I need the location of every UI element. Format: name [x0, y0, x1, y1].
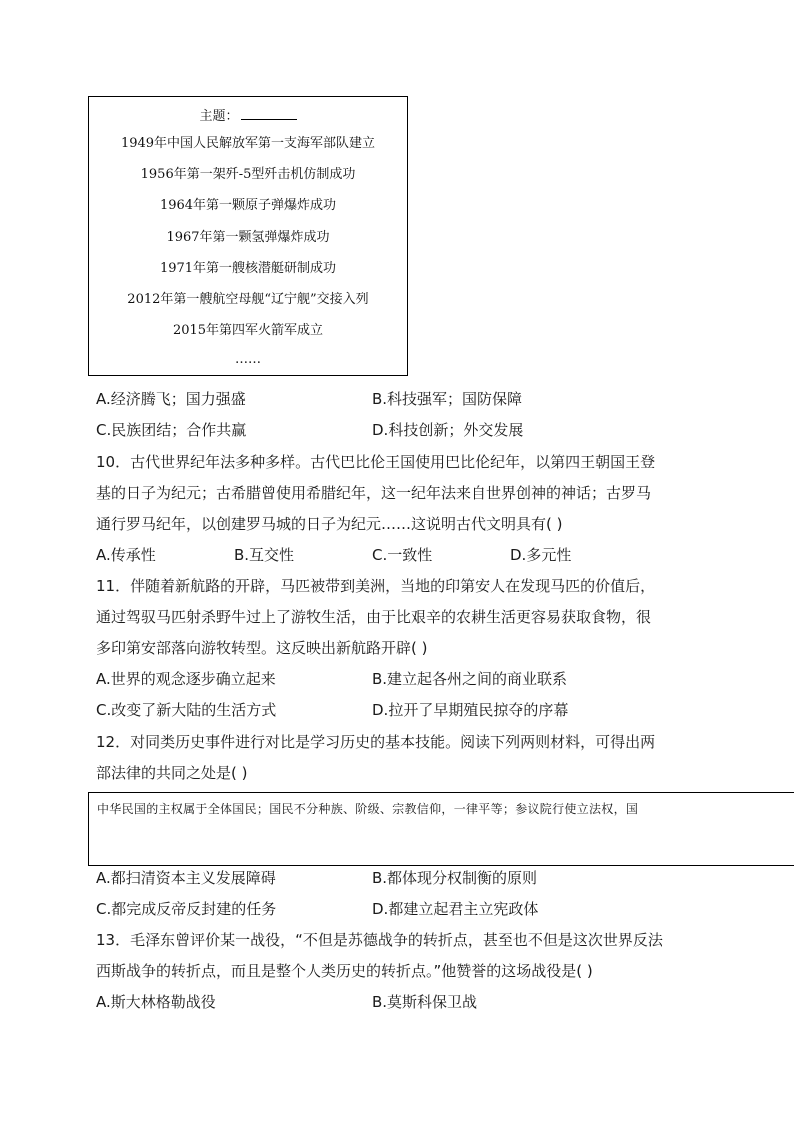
material-line: 1967年第一颗氢弹爆炸成功 — [166, 230, 330, 245]
q11-option-b[interactable]: B.建立起各州之间的商业联系 — [372, 670, 568, 688]
q10-option-d[interactable]: D.多元性 — [510, 546, 572, 564]
q12-material-box — [88, 792, 794, 866]
theme-line — [89, 107, 407, 125]
theme-label: 主题： — [199, 109, 239, 124]
q12-material-text: 中华民国的主权属于全体国民；国民不分种族、阶级、宗教信仰，一律平等；参议院行使立法权，国 — [97, 802, 639, 816]
q13-stem-line: 西斯战争的转折点，而且是整个人类历史的转折点。”他赞誉的这场战役是( ) — [96, 962, 593, 980]
q10-stem-line: 基的日子为纪元；古希腊曾使用希腊纪年，这一纪年法来自世界创神的神话；古罗马 — [96, 484, 652, 502]
q12-stem-line: 部法律的共同之处是( ) — [96, 764, 248, 782]
q9-option-a[interactable]: A.经济腾飞；国力强盛 — [96, 390, 246, 408]
material-box — [88, 96, 408, 376]
material-line: 2012年第一艘航空母舰“辽宁舰”交接入列 — [127, 292, 369, 307]
q12-option-a[interactable]: A.都扫清资本主义发展障碍 — [96, 869, 276, 887]
q10-option-b[interactable]: B.互交性 — [234, 546, 295, 564]
q11-option-d[interactable]: D.拉开了早期殖民掠夺的序幕 — [372, 701, 569, 719]
material-line: 1964年第一颗原子弹爆炸成功 — [159, 198, 337, 213]
q9-option-b[interactable]: B.科技强军；国防保障 — [372, 390, 523, 408]
q12-option-c[interactable]: C.都完成反帝反封建的任务 — [96, 900, 277, 918]
material-line: 1971年第一艘核潜艇研制成功 — [159, 261, 337, 276]
material-line: 1949年中国人民解放军第一支海军部队建立 — [120, 136, 376, 151]
q13-option-b[interactable]: B.莫斯科保卫战 — [372, 993, 478, 1011]
q12-stem-line: 12．对同类历史事件进行对比是学习历史的基本技能。阅读下列两则材料，可得出两 — [96, 733, 656, 751]
q10-option-c[interactable]: C.一致性 — [372, 546, 433, 564]
q11-option-a[interactable]: A.世界的观念逐步确立起来 — [96, 670, 276, 688]
q11-stem-line: 通过驾驭马匹射杀野牛过上了游牧生活，由于比艰辛的农耕生活更容易获取食物，很 — [96, 608, 652, 626]
q10-stem-line: 通行罗马纪年，以创建罗马城的日子为纪元……这说明古代文明具有( ) — [96, 515, 563, 533]
q11-stem-line: 多印第安部落向游牧转型。这反映出新航路开辟( ) — [96, 639, 428, 657]
q10-option-a[interactable]: A.传承性 — [96, 546, 156, 564]
q13-stem-line: 13．毛泽东曾评价某一战役，“不但是苏德战争的转折点，甚至也不但是这次世界反法 — [96, 931, 663, 949]
theme-blank — [241, 107, 297, 120]
q9-option-d[interactable]: D.科技创新；外交发展 — [372, 421, 524, 439]
q11-stem-line: 11．伴随着新航路的开辟，马匹被带到美洲，当地的印第安人在发现马匹的价值后， — [96, 577, 656, 595]
q13-option-a[interactable]: A.斯大林格勒战役 — [96, 993, 216, 1011]
material-line: 1956年第一架歼-5型歼击机仿制成功 — [140, 167, 356, 182]
q12-option-d[interactable]: D.都建立起君主立宪政体 — [372, 900, 539, 918]
q12-option-b[interactable]: B.都体现分权制衡的原则 — [372, 869, 538, 887]
q11-option-c[interactable]: C.改变了新大陆的生活方式 — [96, 701, 277, 719]
material-line: 2015年第四军火箭军成立 — [172, 323, 324, 338]
q9-option-c[interactable]: C.民族团结；合作共赢 — [96, 421, 247, 439]
q10-stem-line: 10．古代世界纪年法多种多样。古代巴比伦王国使用巴比伦纪年，以第四王朝国王登 — [96, 453, 656, 471]
material-ellipsis: …… — [235, 352, 261, 367]
